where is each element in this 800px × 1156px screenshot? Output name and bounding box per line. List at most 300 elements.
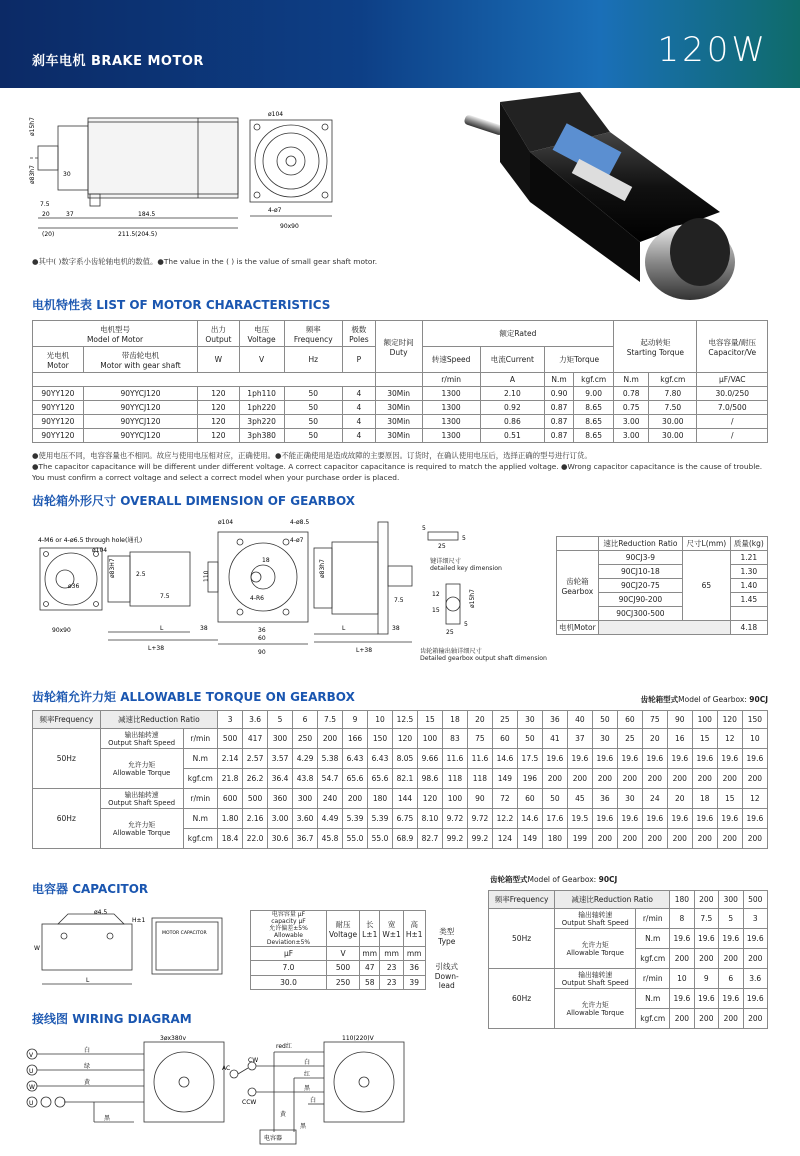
motor-cell: / — [697, 415, 768, 429]
motor-cell: / — [697, 429, 768, 443]
ratio-header: 9 — [343, 711, 368, 729]
dim-label: 7.5 — [40, 201, 50, 208]
motor-cell: 30.0/250 — [697, 387, 768, 401]
dim-label: 60 — [258, 635, 266, 642]
unit-nm-start: N.m — [614, 373, 649, 387]
dim-label: L+38 — [148, 645, 165, 652]
torque-cell: 199 — [567, 829, 592, 849]
torque-cell: 82.7 — [417, 829, 442, 849]
wire-color: 白 — [84, 1047, 91, 1054]
torque-cell: 417 — [243, 729, 268, 749]
speed-label: 输出轴转速 Output Shaft Speed — [555, 969, 636, 989]
motor-cell: 30Min — [375, 387, 422, 401]
torque-cell: 100 — [417, 729, 442, 749]
cap-cell: 500 — [326, 961, 359, 976]
dim-label: 5 — [422, 525, 426, 532]
torque-cell: 83 — [442, 729, 467, 749]
torque-cell: 5.38 — [318, 749, 343, 769]
torque-cell: 60 — [492, 729, 517, 749]
speed-label: 输出轴转速 Output Shaft Speed — [100, 789, 183, 809]
dim-label: 4-ø8.5 — [290, 519, 310, 526]
ratio-cell: 90CJ20-75 — [598, 579, 682, 593]
motor-cell: 90YY120 — [33, 401, 84, 415]
torque-cell: 11.6 — [442, 749, 467, 769]
motor-outline-drawing — [28, 108, 408, 248]
wiring-diagram — [24, 1032, 424, 1150]
torque-cell: 124 — [492, 829, 517, 849]
gearbox-model-label: 齿轮箱型式Model of Gearbox: 90CJ — [640, 695, 768, 704]
th-voltage: 耐压 Voltage — [326, 911, 359, 947]
th-speed: 转速Speed — [422, 347, 480, 373]
torque-cell: 2.57 — [243, 749, 268, 769]
cap-cell: 39 — [403, 975, 425, 990]
torque-cell: 118 — [442, 769, 467, 789]
torque-cell: 9 — [694, 969, 718, 989]
torque-cell: 3.00 — [268, 809, 293, 829]
motor-cell: 120 — [198, 415, 240, 429]
torque-cell: 25 — [617, 729, 642, 749]
torque-cell: 200 — [318, 729, 343, 749]
weight-cell: 1.40 — [730, 579, 767, 593]
torque-cell: 200 — [592, 829, 617, 849]
torque-cell: 65.6 — [343, 769, 368, 789]
dim-label: L — [342, 625, 346, 632]
ccw-label: CCW — [242, 1099, 257, 1106]
ratio-header: 3 — [218, 711, 243, 729]
th-poles: 极数 Poles — [343, 321, 376, 347]
torque-cell: 149 — [492, 769, 517, 789]
th-capacity: 电容容量 μF capacity μF 允许偏差±5% Allowable Deviation±5% — [251, 911, 327, 947]
torque-label: 允许力矩 Allowable Torque — [100, 809, 183, 849]
torque-cell: 5.39 — [343, 809, 368, 829]
page-title: 刹车电机 BRAKE MOTOR — [32, 54, 204, 69]
ratio-header: 5 — [268, 711, 293, 729]
terminal-label: U — [29, 1100, 34, 1107]
torque-cell: 19.6 — [719, 929, 743, 949]
torque-cell: 75 — [467, 729, 492, 749]
voltage-note-cn: ●使用电压不同，电容容量也不相同。故应与使用电压相对应，正确使用。●不能正确使用是造成故障的主要原因。订货时，在确认使用电压后，选择正确的型号进行订货。 — [32, 451, 592, 460]
motor-cell: 90YYCJ120 — [83, 387, 197, 401]
motor-cell: 3.00 — [614, 415, 649, 429]
ratio-header: 30 — [517, 711, 542, 729]
dim-label: ø83h7 — [29, 165, 36, 184]
motor-cell: 1ph110 — [239, 387, 284, 401]
torque-cell: 8.05 — [392, 749, 417, 769]
wire-color: 黄 — [84, 1079, 91, 1086]
torque-row — [33, 789, 768, 809]
torque-cell: 8.10 — [417, 809, 442, 829]
torque-cell: 30.6 — [268, 829, 293, 849]
motor-cell: 8.65 — [574, 429, 614, 443]
torque-cell: 22.0 — [243, 829, 268, 849]
torque-label: 允许力矩 Allowable Torque — [555, 929, 636, 969]
motor-cell: 4 — [343, 387, 376, 401]
ratio-header: 500 — [743, 891, 768, 909]
torque-cell: 41 — [542, 729, 567, 749]
torque-cell: 26.2 — [243, 769, 268, 789]
dim-label: 4-ø7 — [290, 537, 304, 544]
motor-characteristics-table — [32, 320, 768, 443]
weight-cell: 1.45 — [730, 593, 767, 607]
th-frequency: 频率Frequency — [489, 891, 555, 909]
torque-cell: 200 — [694, 949, 718, 969]
weight-cell — [730, 607, 767, 621]
motor-cell: 30Min — [375, 415, 422, 429]
torque-label: 允许力矩 Allowable Torque — [555, 989, 636, 1029]
unit-cell: kgf.cm — [183, 769, 218, 789]
torque-cell: 82.1 — [392, 769, 417, 789]
section-motor-characteristics — [32, 296, 330, 313]
torque-cell: 19.6 — [743, 929, 768, 949]
torque-cell: 36.4 — [268, 769, 293, 789]
torque-cell: 200 — [617, 829, 642, 849]
motor-cell: 7.80 — [649, 387, 697, 401]
torque-cell: 5.39 — [368, 809, 393, 829]
unit-rmin: r/min — [422, 373, 480, 387]
cap-cell: 47 — [360, 961, 380, 976]
torque-cell: 9.72 — [467, 809, 492, 829]
terminal-label: U — [29, 1068, 34, 1075]
torque-cell: 7.5 — [694, 909, 718, 929]
unit: V — [326, 947, 359, 961]
dim-label: ø104 — [268, 111, 284, 118]
torque-cell: 14.6 — [492, 749, 517, 769]
torque-cell: 200 — [743, 1009, 768, 1029]
torque-cell: 144 — [392, 789, 417, 809]
dim-label: 38 — [200, 625, 208, 632]
ratio-header: 50 — [592, 711, 617, 729]
torque-cell: 150 — [368, 729, 393, 749]
motor-cell: 50 — [284, 401, 342, 415]
motor-cell: 90YYCJ120 — [83, 401, 197, 415]
torque-cell: 30 — [617, 789, 642, 809]
torque-cell: 10 — [670, 969, 694, 989]
torque-cell: 300 — [268, 729, 293, 749]
ratio-header: 300 — [719, 891, 743, 909]
weight-cell: 1.30 — [730, 565, 767, 579]
ratio-cell: 90CJ300-500 — [598, 607, 682, 621]
motor-cell: 0.87 — [545, 429, 574, 443]
th-size-l: 尺寸L(mm) — [683, 537, 731, 551]
torque-cell: 19.6 — [642, 809, 667, 829]
frequency-label: 60Hz — [33, 789, 101, 849]
ratio-header: 36 — [542, 711, 567, 729]
torque-cell: 2.14 — [218, 749, 243, 769]
ratio-header: 3.6 — [243, 711, 268, 729]
unit: μF — [251, 947, 327, 961]
ratio-header: 40 — [567, 711, 592, 729]
torque-cell: 200 — [642, 769, 667, 789]
note-small-gear: ●其中( )数字系小齿轮轴电机的数值。●The value in the ( ) is the value of small gear shaft motor. — [32, 257, 378, 266]
wire-color: 黑 — [304, 1085, 311, 1092]
motor-cell: 50 — [284, 429, 342, 443]
torque-cell: 19.6 — [667, 749, 692, 769]
voltage-note — [32, 450, 772, 483]
th-length: 长 L±1 — [360, 911, 380, 947]
section-title-en: CAPACITOR — [72, 882, 149, 896]
capacitor-label: 电容器 — [264, 1135, 283, 1142]
motor-row — [33, 415, 768, 429]
motor-cell: 1300 — [422, 429, 480, 443]
motor-cell: 1ph220 — [239, 401, 284, 415]
th-current: 电流Current — [480, 347, 544, 373]
cap-cell: 23 — [380, 975, 403, 990]
torque-cell: 19.6 — [717, 749, 742, 769]
torque-cell: 21.8 — [218, 769, 243, 789]
dim-label: 7.5 — [394, 597, 404, 604]
speed-label: 输出轴转速 Output Shaft Speed — [100, 729, 183, 749]
dim-label: 30 — [63, 171, 71, 178]
motor-cell: 4 — [343, 429, 376, 443]
unit-cell: r/min — [183, 789, 218, 809]
motor-row-label: 电机Motor — [557, 621, 599, 635]
motor-row — [33, 387, 768, 401]
unit-cell: r/min — [636, 969, 670, 989]
terminal-label: W — [29, 1084, 35, 1091]
torque-cell: 19.6 — [692, 809, 717, 829]
torque-cell: 18.4 — [218, 829, 243, 849]
dim-label: 18 — [262, 557, 270, 564]
th-rated: 额定Rated — [422, 321, 614, 347]
motor-cell: 8.65 — [574, 401, 614, 415]
torque-cell: 12.2 — [492, 809, 517, 829]
section-title-cn: 齿轮箱外形尺寸 — [32, 494, 117, 508]
red-wire-label: red红 — [276, 1043, 292, 1050]
dim-label: 5 — [464, 621, 468, 628]
motor-photo — [460, 92, 780, 302]
th-width: 宽 W±1 — [380, 911, 403, 947]
unit-cell: kgf.cm — [636, 1009, 670, 1029]
motor-cell: 120 — [198, 429, 240, 443]
dim-label: 25 — [438, 543, 446, 550]
torque-cell: 19.6 — [694, 989, 718, 1009]
through-hole-label: 4-M6 or 4-ø6.5 through hole(通孔) — [38, 537, 143, 544]
dim-label: 4-ø7 — [268, 207, 282, 214]
torque-cell: 100 — [442, 789, 467, 809]
motor-cell: 30Min — [375, 429, 422, 443]
section-title-en: ALLOWABLE TORQUE ON GEARBOX — [120, 690, 355, 704]
section-capacitor — [32, 880, 148, 897]
torque-cell: 24 — [642, 789, 667, 809]
torque-cell: 68.9 — [392, 829, 417, 849]
capacitor-drawing — [28, 904, 248, 994]
torque-cell: 19.6 — [717, 809, 742, 829]
section-title-en: OVERALL DIMENSION OF GEARBOX — [120, 494, 356, 508]
motor-cell: 2.10 — [480, 387, 544, 401]
unit-cell: N.m — [636, 929, 670, 949]
dim-label: L — [86, 977, 90, 984]
torque-cell: 30 — [592, 729, 617, 749]
ratio-header: 25 — [492, 711, 517, 729]
torque-cell: 500 — [218, 729, 243, 749]
section-gearbox-dimension — [32, 492, 355, 509]
torque-cell: 19.6 — [642, 749, 667, 769]
unit-cell: r/min — [183, 729, 218, 749]
single-phase-voltage: 110(220)V — [342, 1035, 374, 1042]
section-allowable-torque — [32, 688, 355, 705]
th-output: 出力 Output — [198, 321, 240, 347]
frequency-label: 50Hz — [33, 729, 101, 789]
ratio-cell: 90CJ10-18 — [598, 565, 682, 579]
motor-cell: 90YYCJ120 — [83, 415, 197, 429]
torque-cell: 250 — [293, 729, 318, 749]
cap-cell: 23 — [380, 961, 403, 976]
ratio-header: 18 — [442, 711, 467, 729]
unit-v: V — [239, 347, 284, 373]
ratio-header: 100 — [692, 711, 717, 729]
dim-label: 25 — [446, 629, 454, 636]
torque-cell: 90 — [467, 789, 492, 809]
torque-cell: 200 — [719, 949, 743, 969]
motor-cell: 4 — [343, 415, 376, 429]
unit-nm: N.m — [545, 373, 574, 387]
torque-cell: 6.75 — [392, 809, 417, 829]
torque-cell: 54.7 — [318, 769, 343, 789]
torque-cell: 20 — [667, 789, 692, 809]
motor-cell: 50 — [284, 415, 342, 429]
torque-cell: 5 — [719, 909, 743, 929]
torque-cell: 3 — [743, 909, 768, 929]
motor-cell: 7.0/500 — [697, 401, 768, 415]
motor-cell: 1300 — [422, 415, 480, 429]
torque-cell: 60 — [517, 789, 542, 809]
torque-cell: 200 — [667, 769, 692, 789]
motor-row — [33, 429, 768, 443]
th-capacitor: 电容容量/耐压 Capacitor/Ve — [697, 321, 768, 373]
torque-cell: 200 — [592, 769, 617, 789]
torque-cell: 19.6 — [667, 809, 692, 829]
dim-label: (20) — [42, 231, 55, 238]
th-duty: 额定时间 Duty — [375, 321, 422, 373]
wire-color: 白 — [304, 1059, 311, 1066]
torque-cell: 200 — [694, 1009, 718, 1029]
dim-label: ø104 — [218, 519, 234, 526]
torque-cell: 200 — [717, 829, 742, 849]
torque-cell: 98.6 — [417, 769, 442, 789]
motor-cell: 120 — [198, 401, 240, 415]
dim-label: 12 — [432, 591, 440, 598]
ratio-header: 60 — [617, 711, 642, 729]
torque-cell: 19.6 — [692, 749, 717, 769]
torque-cell: 45.8 — [318, 829, 343, 849]
ratio-header: 90 — [667, 711, 692, 729]
torque-cell: 180 — [542, 829, 567, 849]
unit: mm — [403, 947, 425, 961]
th-model: 电机型号 Model of Motor — [33, 321, 198, 347]
torque-cell: 200 — [542, 769, 567, 789]
shaft-dimension-label: 齿轮箱输出轴详细尺寸 Detailed gearbox output shaft dimension — [420, 648, 547, 662]
torque-cell: 19.6 — [617, 809, 642, 829]
torque-cell: 20 — [642, 729, 667, 749]
torque-cell: 6 — [719, 969, 743, 989]
power-rating: 120W — [657, 30, 768, 70]
wire-color: 黑 — [300, 1123, 307, 1130]
motor-cell: 0.51 — [480, 429, 544, 443]
torque-cell: 15 — [692, 729, 717, 749]
th-motor: 光电机 Motor — [33, 347, 84, 373]
motor-cell: 90YY120 — [33, 429, 84, 443]
torque-cell: 200 — [642, 829, 667, 849]
unit-p: P — [343, 347, 376, 373]
torque-cell: 37 — [567, 729, 592, 749]
unit-cell: kgf.cm — [636, 949, 670, 969]
voltage-note-en-2: You must confirm a correct voltage and select a correct model when your purchase order is placed. — [32, 473, 400, 482]
torque-row — [33, 729, 768, 749]
dim-label: 15 — [432, 607, 440, 614]
unit-kgfcm: kgf.cm — [574, 373, 614, 387]
th-type: 类型 Type — [438, 926, 456, 946]
torque-cell: 3.60 — [293, 809, 318, 829]
torque-cell: 120 — [392, 729, 417, 749]
torque-cell: 200 — [343, 789, 368, 809]
torque-cell: 600 — [218, 789, 243, 809]
unit-w: W — [198, 347, 240, 373]
th-reduction-ratio: 速比Reduction Ratio — [598, 537, 682, 551]
unit-cell: r/min — [636, 909, 670, 929]
torque-cell: 15 — [717, 789, 742, 809]
dim-label: 110 — [203, 570, 210, 582]
motor-cell: 0.78 — [614, 387, 649, 401]
gearbox-weight-table — [556, 536, 768, 635]
torque-cell: 10 — [742, 729, 767, 749]
torque-row — [489, 909, 768, 929]
motor-cell: 8.65 — [574, 415, 614, 429]
unit-cell: N.m — [183, 749, 218, 769]
speed-label: 输出轴转速 Output Shaft Speed — [555, 909, 636, 929]
motor-cell: 1300 — [422, 401, 480, 415]
torque-row — [489, 969, 768, 989]
th-voltage: 电压 Voltage — [239, 321, 284, 347]
motor-cell: 90YY120 — [33, 387, 84, 401]
torque-cell: 19.6 — [542, 749, 567, 769]
torque-cell: 300 — [293, 789, 318, 809]
th-height: 高 H±1 — [403, 911, 425, 947]
cw-label: CW — [248, 1057, 259, 1064]
torque-cell: 19.6 — [742, 809, 767, 829]
capacitor-table — [250, 910, 468, 990]
torque-cell: 19.6 — [743, 989, 768, 1009]
th-reduction-ratio: 减速比Reduction Ratio — [100, 711, 217, 729]
frequency-label: 50Hz — [489, 909, 555, 969]
torque-cell: 11.6 — [467, 749, 492, 769]
torque-cell: 118 — [467, 769, 492, 789]
dim-label: 20 — [42, 211, 50, 218]
motor-cell: 90YY120 — [33, 415, 84, 429]
torque-cell: 55.0 — [368, 829, 393, 849]
torque-cell: 200 — [617, 769, 642, 789]
torque-cell: 180 — [368, 789, 393, 809]
voltage-note-en-1: ●The capacitor capacitance will be different under different voltage. A correct capacitor capacitance is required to match the applied voltage. ●Wrong capacitor capacitance is the cause of trouble. — [32, 462, 763, 471]
dim-label: 7.5 — [160, 593, 170, 600]
motor-cell: 0.90 — [545, 387, 574, 401]
torque-cell: 120 — [417, 789, 442, 809]
torque-row — [33, 809, 768, 829]
torque-cell: 3.57 — [268, 749, 293, 769]
motor-cell: 0.87 — [545, 415, 574, 429]
dim-label: ø4.5 — [94, 909, 108, 916]
cap-cell: 30.0 — [251, 975, 327, 990]
ratio-header: 180 — [670, 891, 694, 909]
torque-cell: 19.6 — [670, 929, 694, 949]
ratio-header: 75 — [642, 711, 667, 729]
motor-cell: 7.50 — [649, 401, 697, 415]
torque-cell: 12 — [717, 729, 742, 749]
motor-cell: 1300 — [422, 387, 480, 401]
motor-cell: 4 — [343, 401, 376, 415]
dim-label: 2.5 — [136, 571, 146, 578]
torque-cell: 16 — [667, 729, 692, 749]
torque-cell: 17.6 — [542, 809, 567, 829]
